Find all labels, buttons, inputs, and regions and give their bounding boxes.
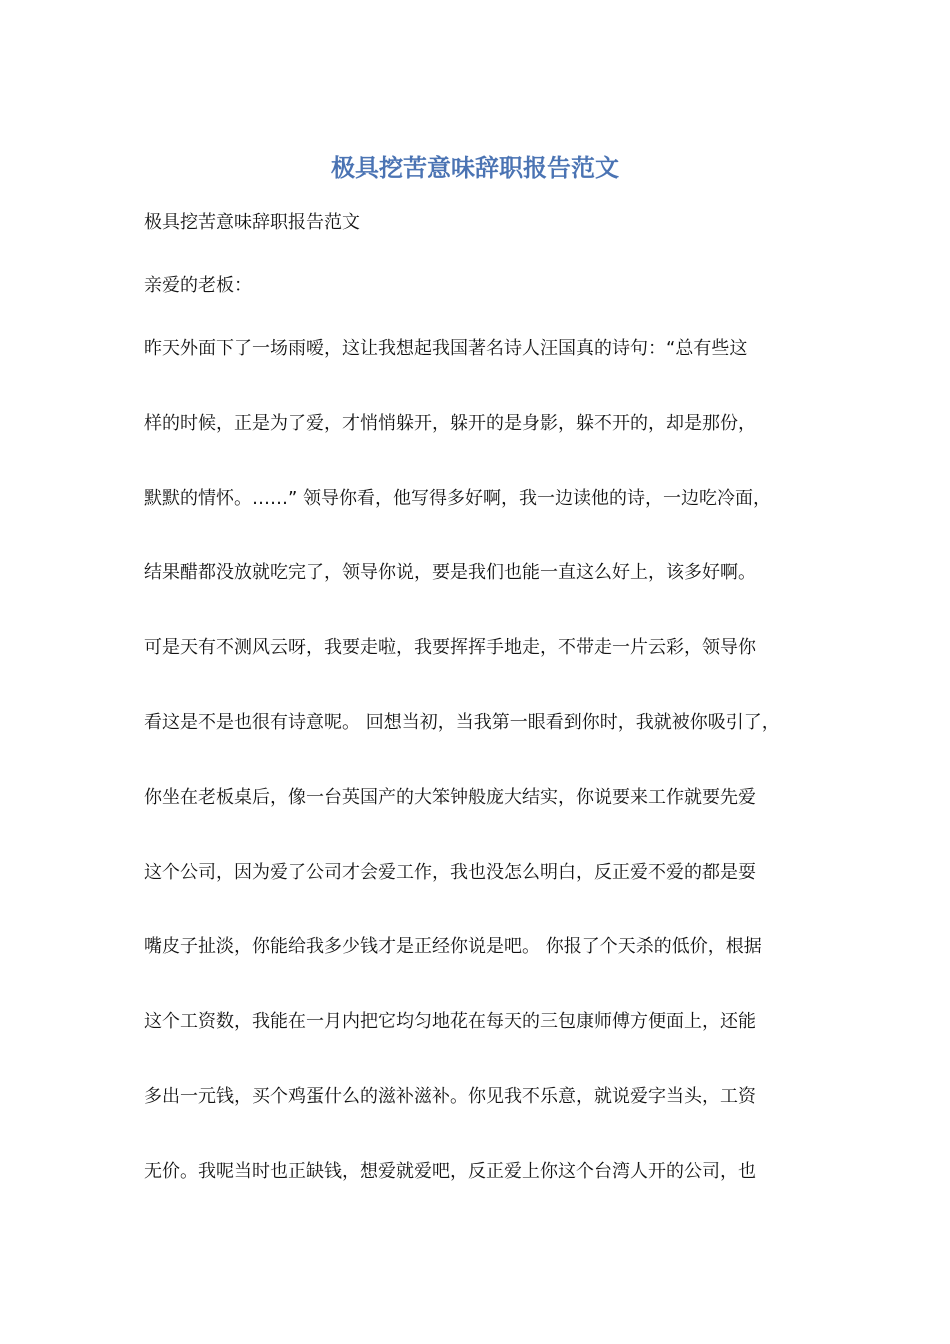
body-line: 默默的情怀。……” 领导你看，他写得多好啊，我一边读他的诗，一边吃冷面， bbox=[144, 487, 772, 509]
body-line: 这个工资数，我能在一月内把它均匀地花在每天的三包康师傅方便面上，还能 bbox=[144, 1011, 756, 1033]
document-title: 极具挖苦意味辞职报告范文 bbox=[331, 153, 619, 182]
body-line: 这个公司，因为爱了公司才会爱工作，我也没怎么明白，反正爱不爱的都是耍 bbox=[144, 861, 756, 883]
letter-greeting: 亲爱的老板： bbox=[144, 275, 252, 296]
body-line: 多出一元钱，买个鸡蛋什么的滋补滋补。你见我不乐意，就说爱字当头，工资 bbox=[144, 1085, 756, 1107]
body-line: 无价。我呢当时也正缺钱，想爱就爱吧，反正爱上你这个台湾人开的公司，也 bbox=[144, 1160, 756, 1182]
body-line: 你坐在老板桌后，像一台英国产的大笨钟般庞大结实，你说要来工作就要先爱 bbox=[144, 786, 756, 808]
body-line: 可是天有不测风云呀，我要走啦，我要挥挥手地走，不带走一片云彩，领导你 bbox=[144, 637, 756, 659]
body-line: 结果醋都没放就吃完了，领导你说，要是我们也能一直这么好上，该多好啊。 bbox=[144, 562, 756, 584]
document-subtitle: 极具挖苦意味辞职报告范文 bbox=[144, 212, 360, 233]
body-line: 样的时候，正是为了爱，才悄悄躲开，躲开的是身影，躲不开的，却是那份， bbox=[144, 412, 756, 434]
body-line: 嘴皮子扯淡，你能给我多少钱才是正经你说是吧。 你报了个天杀的低价，根据 bbox=[144, 936, 762, 958]
body-line: 昨天外面下了一场雨嗳，这让我想起我国著名诗人汪国真的诗句：“总有些这 bbox=[144, 338, 748, 359]
body-line: 看这是不是也很有诗意呢。 回想当初，当我第一眼看到你时，我就被你吸引了， bbox=[144, 711, 780, 733]
letter-body bbox=[144, 334, 824, 1232]
